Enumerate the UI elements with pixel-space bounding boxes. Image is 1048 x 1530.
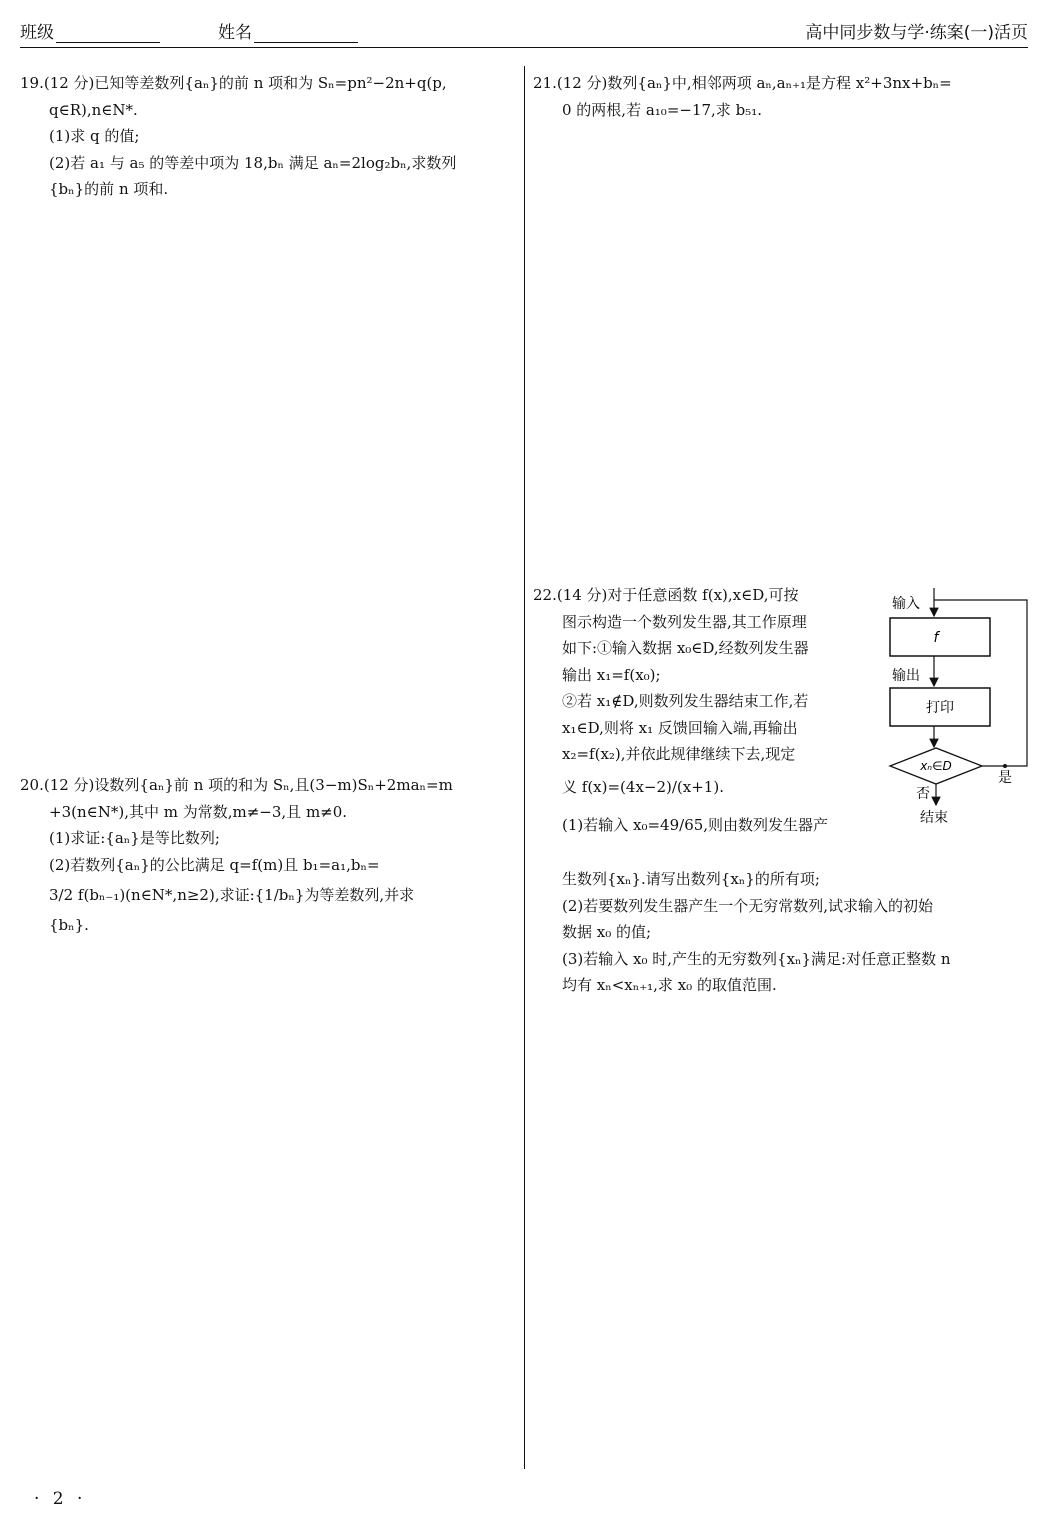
name-field <box>218 18 358 43</box>
p20-line6: {bₙ}. <box>49 916 89 934</box>
problem-22 <box>533 582 883 844</box>
p22-line9: (1)若输入 x₀=49/65,则由数列发生器产 <box>562 815 829 834</box>
p19-line3: (1)求 q 的值; <box>49 127 140 145</box>
p22-line10: 生数列{xₙ}.请写出数列{xₙ}的所有项; <box>562 870 820 888</box>
fc-loop-dot <box>1003 764 1007 768</box>
p22-line3: 如下:①输入数据 x₀∈D,经数列发生器 <box>562 639 809 657</box>
problem-21 <box>533 70 1029 123</box>
p20-line2: +3(n∈N*),其中 m 为常数,m≠−3,且 m≠0. <box>49 802 348 821</box>
problem-20 <box>20 772 516 939</box>
fc-output-label: 输出 <box>892 668 920 684</box>
p20-line1: 20.(12 分)设数列{aₙ}前 n 项的和为 Sₙ,且(3−m)Sₙ+2maₙ=m <box>20 776 453 794</box>
fc-condition-label: xₙ∈D <box>920 759 952 773</box>
p22-line7: x₂=f(x₂),并依此规律继续下去,现定 <box>562 745 796 763</box>
fc-no-label: 否 <box>916 786 930 802</box>
fc-print-label: 打印 <box>926 700 954 716</box>
p20-line5: 3/2 f(bₙ₋₁)(n∈N*,n≥2),求证:{1/bₙ}为等差数列,并求 <box>49 886 415 904</box>
fc-f-box <box>890 618 990 656</box>
class-field <box>20 18 160 43</box>
p22-line2: 图示构造一个数列发生器,其工作原理 <box>562 612 807 631</box>
p19-line2: q∈R),n∈N*. <box>49 100 138 119</box>
fc-f-label: f <box>933 630 939 646</box>
problem-19 <box>20 70 516 203</box>
class-blank <box>56 25 160 43</box>
p22-line6: x₁∈D,则将 x₁ 反馈回输入端,再输出 <box>562 718 798 737</box>
sequence-generator-flowchart <box>884 586 1034 831</box>
fc-feedback-loop <box>934 600 1027 766</box>
name-label: 姓名 <box>218 23 252 43</box>
name-blank <box>254 25 358 43</box>
p20-line4: (2)若数列{aₙ}的公比满足 q=f(m)且 b₁=a₁,bₙ= <box>49 855 380 874</box>
column-divider <box>524 66 525 1469</box>
p21-line2: 0 的两根,若 a₁₀=−17,求 b₅₁. <box>562 100 762 119</box>
p20-line3: (1)求证:{aₙ}是等比数列; <box>49 829 220 847</box>
p19-line4: (2)若 a₁ 与 a₅ 的等差中项为 18,bₙ 满足 aₙ=2log₂bₙ,求数列 <box>49 153 457 172</box>
p22-line12: 数据 x₀ 的值; <box>562 923 652 941</box>
p19-line1: 19.(12 分)已知等差数列{aₙ}的前 n 项和为 Sₙ=pn²−2n+q(p, <box>20 74 447 92</box>
p19-line5: {bₙ}的前 n 项和. <box>49 180 169 198</box>
p22-line11: (2)若要数列发生器产生一个无穷常数列,试求输入的初始 <box>562 896 934 915</box>
p21-line1: 21.(12 分)数列{aₙ}中,相邻两项 aₙ,aₙ₊₁是方程 x²+3nx+bₙ= <box>533 74 952 92</box>
problem-22-cont <box>533 866 1033 999</box>
p22-line1: 22.(14 分)对于任意函数 f(x),x∈D,可按 <box>533 586 799 604</box>
p22-line8: 义 f(x)=(4x−2)/(x+1). <box>562 777 724 796</box>
page-number: · 2 · <box>34 1489 87 1509</box>
header-rule <box>20 47 1028 48</box>
p22-line5: ②若 x₁∉D,则数列发生器结束工作,若 <box>562 692 809 710</box>
fc-end-label: 结束 <box>920 810 948 826</box>
class-label: 班级 <box>20 23 54 43</box>
p22-line4: 输出 x₁=f(x₀); <box>562 665 661 684</box>
page-header-title: 高中同步数与学·练案(一)活页 <box>805 23 1028 43</box>
fc-yes-label: 是 <box>998 770 1012 786</box>
fc-input-label: 输入 <box>892 596 920 612</box>
p22-line14: 均有 xₙ<xₙ₊₁,求 x₀ 的取值范围. <box>562 976 777 994</box>
p22-line13: (3)若输入 x₀ 时,产生的无穷数列{xₙ}满足:对任意正整数 n <box>562 949 951 968</box>
